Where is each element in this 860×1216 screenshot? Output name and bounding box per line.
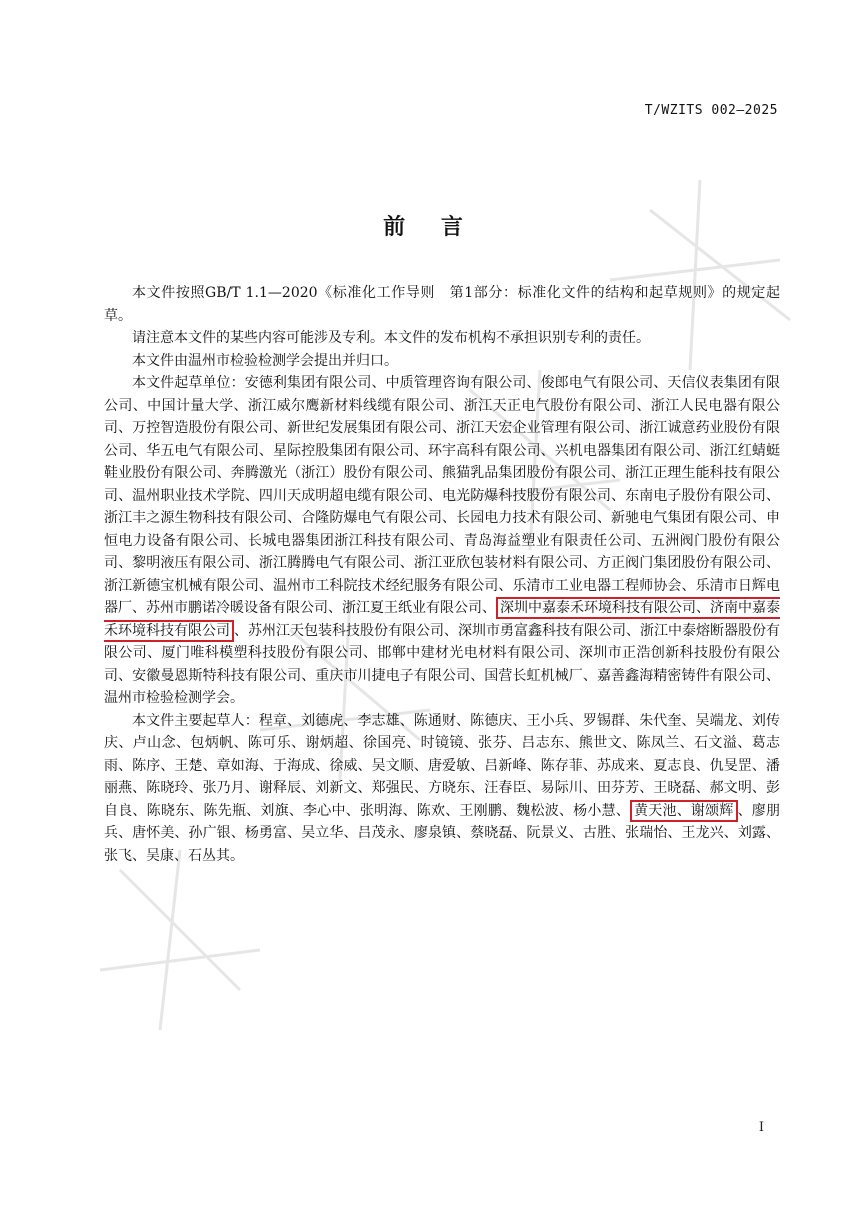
paragraph-drafters — [104, 710, 780, 868]
standard-code: T/WZITS 002—2025 — [644, 103, 778, 118]
paragraph-proposer: 本文件由温州市检验检测学会提出并归口。 — [132, 352, 398, 369]
paragraph-drafting-rules: 本文件按照GB/T 1.1—2020《标准化工作导则 第1部分：标准化文件的结构和起草规则》的规定起草。 — [104, 285, 780, 324]
highlighted-drafting-units: 深圳中嘉泰禾环境科技有限公司、济南中嘉泰禾环境科技有限公司 — [104, 597, 780, 642]
drafters-text-rest: 、廖朋兵、唐怀美、孙广银、杨勇富、吴立华、吕茂永、廖泉镇、蔡晓磊、阮景义、古胜、张瑞怡、王龙兴、刘露、张飞、吴康、石丛其。 — [104, 802, 781, 864]
page-number: I — [758, 1120, 764, 1135]
paragraph-patent-notice: 请注意本文件的某些内容可能涉及专利。本文件的发布机构不承担识别专利的责任。 — [132, 330, 650, 346]
paragraph-drafting-units — [104, 372, 780, 710]
drafters-text: 本文件主要起草人：程章、刘德虎、李志雄、陈通财、陈德庆、王小兵、罗锡群、朱代奎、吴端龙、刘传庆、卢山念、包炳帆、陈可乐、谢炳超、徐国亮、时镜镜、张芬、吕志东、熊世文、陈凤兰、石文溢、葛志雨、陈序、王楚、章如海、于海成、徐威、吴文顺、唐爱敏、吕新峰、陈存菲、苏成来、夏志良、仇旻罡、潘丽燕、陈晓玲、张乃月、谢释辰、刘新文、郑强民、方晓东、汪春臣、易际川、田芬芳、王晓磊、郝文明、彭自良、陈晓东、陈先瓶、刘旗、李心中、张明海、陈欢、王刚鹏、魏松波、杨小慧、 — [104, 712, 780, 819]
section-title: 前 言 — [383, 215, 477, 240]
drafting-units-text: 本文件起草单位：安德利集团有限公司、中质管理咨询有限公司、俊郎电气有限公司、天信仪表集团有限公司、中国计量大学、浙江威尔鹰新材料线缆有限公司、浙江天正电气股份有限公司、浙江人民电器有限公司、万控智造股份有限公司、新世纪发展集团有限公司、浙江天宏企业管理有限公司、浙江诚意药业股份有限公司、华五电气有限公司、星际控股集团有限公司、环宇高科有限公司、兴机电器集团有限公司、浙江红蜻蜓鞋业股份有限公司、奔腾激光（浙江）股份有限公司、熊猫乳品集团股份有限公司、浙江正理生能科技有限公司、温州职业技术学院、四川天成明超电缆有限公司、电光防爆科技股份有限公司、东南电子股份有限公司、浙江丰之源生物科技有限公司、合隆防爆电气有限公司、长园电力技术有限公司、新驰电气集团有限公司、申恒电力设备有限公司、长城电器集团浙江科技有限公司、青岛海益塑业有限责任公司、五洲阀门股份有限公司、黎明液压有限公司、浙江腾腾电气有限公司、浙江亚欣包装材料有限公司、方正阀门集团股份有限公司、浙江新德宝机械有限公司、温州市工科院技术经纪服务有限公司、乐清市工业电器工程师协会、乐清市日辉电器厂、苏州市鹏诺冷暖设备有限公司、浙江夏王纸业有限公司、 — [104, 375, 780, 616]
highlighted-drafters: 黄天池、谢颂辉 — [630, 800, 738, 822]
foreword-body — [104, 282, 780, 867]
drafting-units-text-rest: 、苏州江天包装科技股份有限公司、深圳市勇富鑫科技有限公司、浙江中泰熔断器股份有限公司、厦门唯科模塑科技股份有限公司、邯郸中建材光电材料有限公司、深圳市正浩创新科技股份有限公司、安徽曼恩斯特科技有限公司、重庆市川捷电子有限公司、国营长虹机械厂、嘉善鑫海精密铸件有限公司、温州市检验检测学会。 — [104, 622, 780, 706]
